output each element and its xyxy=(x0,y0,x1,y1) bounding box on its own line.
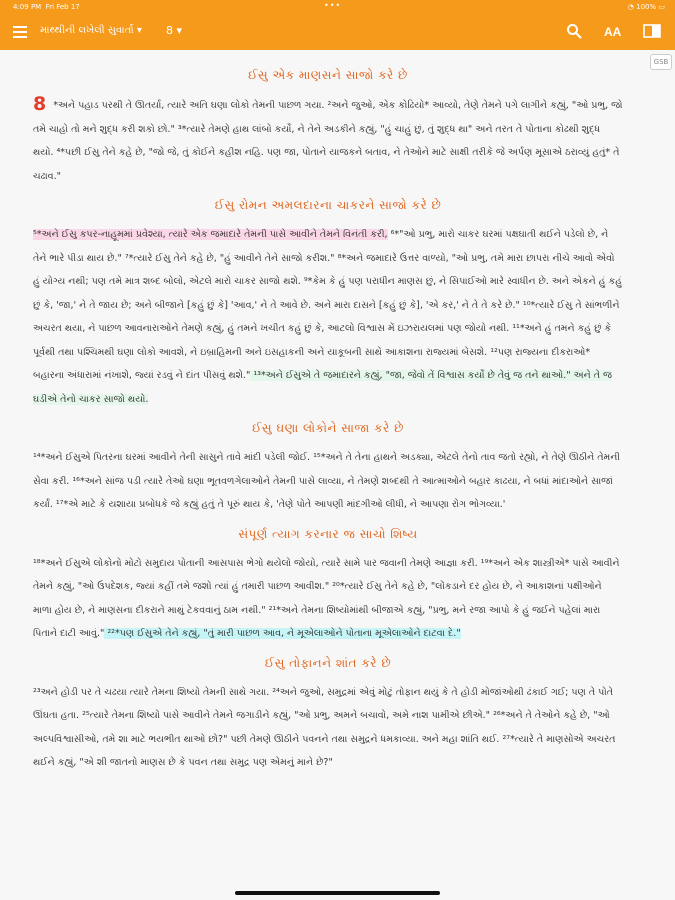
verse-paragraph xyxy=(33,552,623,646)
wifi-icon: ◔ xyxy=(627,3,634,11)
version-badge[interactable]: GSB xyxy=(650,54,672,70)
verse-text[interactable]: ⁶*"ઓ પ્રભુ, મારો ચાકર ઘરમાં પક્ષઘાતી થઈને પડેલો છે, ને તેને ભારે પીડા થાય છે." ⁷*ત્યારે ઈસુ તેને કહે છે, "હું આવીને તેને સાજો કરીશ." ⁸*અને જમાદારે ઉત્તર વાળ્યો, "ઓ પ્રભુ, તમે મારા છાપરા નીચે આવો એવો હું યોગ્ય નથી; પણ તમે માત્ર શબ્દ બોલો, એટલે મારો ચાકર સાજો થશે. ⁹*કેમ કે હું પણ પરાધીન માણસ છું, ને સિપાઈઓ મારે સ્વાધીન છે. અને એકને હું કહું છું કે, 'જા,' ને તે જાય છે; અને બીજાને [કહું છું કે] 'આવ,' ને તે આવે છે. અને મારા દાસને [કહું છું કે], 'એ કર,' ને તે તે કરે છે." ¹⁰*ત્યારે ઈસુ તે સાંભળીને અચરત થયા, ને પાછળ આવનારાઓને તેમણે કહ્યું, હું તમને ખચીત કહું છું કે, આટલો વિશ્વાસ મેં ઇઝરાયલમાં પણ જોયો નથી. ¹¹*અને હું તમને કહું છું કે પૂર્વથી તથા પશ્ચિમથી ઘણા લોકો આવશે, ને ઇબ્રાહિમની અને ઇસહાકની અને યાકૂબની સાથે આકાશના રાજ્યમાં બેસશે. ¹²પણ રાજ્યના દીકરાઓ* બહારના અંધારામાં નંખાશે, જ્યાં રડવું ને દાંત પીસવું થશે." xyxy=(33,229,623,381)
chapter-selector[interactable]: 8 ▾ xyxy=(166,24,183,37)
verse-paragraph xyxy=(33,681,623,775)
verse-paragraph xyxy=(33,93,623,188)
verse-text[interactable]: ¹⁸*અને ઈસુએ લોકોનો મોટો સમુદાય પોતાની આસપાસ ભેગો થયેલો જોયો, ત્યારે સામે પાર જવાની તેમણે આજ્ઞા કરી. ¹⁹*અને એક શાસ્ત્રીએ* પાસે આવીને તેમને કહ્યું, "ઓ ઉપદેશક, જ્યાં કહીં તમે જશો ત્યાં હું તમારી પાછળ આવીશ." ²⁰*ત્યારે ઈસુ તેને કહે છે, "લોંકડાને દર હોય છે, ને આકાશનાં પક્ષીઓને માળા હોય છે, ને માણસના દીકરાને માથું ટેકવવાનું ઠામ નથી." ²¹*અને તેમના શિષ્યોમાંથી બીજાએ કહ્યું, "પ્રભુ, મને રજા આપો કે હું જઈને પહેલાં મારા પિતાને દાટી આવું." xyxy=(33,557,620,639)
section-heading: ઈસુ રોમન અમલદારના ચાકરને સાજો કરે છે xyxy=(214,198,442,212)
battery-percent: 100% xyxy=(636,3,657,11)
home-indicator[interactable] xyxy=(235,891,440,895)
verse-paragraph xyxy=(33,223,623,411)
app-header xyxy=(0,14,675,50)
status-right xyxy=(628,3,665,11)
verse-text[interactable]: *અને પહાડ પરથી તે ઊતર્યા, ત્યારે અતિ ઘણા લોકો તેમની પાછળ ગયા. ²અને જુઓ, એક કોઢિયો* આવ્યો, તેણે તેમને પગે લાગીને કહ્યું, "ઓ પ્રભુ, જો તમે ચાહો તો મને શુદ્ધ કરી શકો છો." ³*ત્યારે તેમણે હાથ લાંબો કર્યો, ને તેને અડકીને કહ્યું, "હું ચાહું છું, તું શુદ્ધ થા" અને તરત તે પોતાના કોઢથી શુદ્ધ થયો. ⁴*પછી ઈસુ તેને કહે છે, "જો જે, તું કોઈને કહીશ નહિ. પણ જા, પોતાને યાજકને બતાવ, ને તેઓને માટે સાક્ષી તરીકે જે અર્પણ મૂસાએ ઠરાવ્યું હતું* તે ચઢાવ." xyxy=(33,100,623,182)
chapter-number: 8 xyxy=(33,93,47,115)
verse-paragraph xyxy=(33,446,623,517)
verse-highlight-cyan[interactable]: ²²*પણ ઈસુએ તેને કહ્યું, "તું મારી પાછળ આવ, ને મૂએલાઓને પોતાના મૂએલાઓને દાટવા દે." xyxy=(104,628,461,639)
multitask-dots[interactable]: ••• xyxy=(324,1,342,10)
parallel-view-icon[interactable] xyxy=(643,23,661,39)
battery-icon: ▭ xyxy=(658,3,665,11)
hamburger-menu-icon[interactable] xyxy=(13,26,27,38)
verse-text[interactable]: ¹⁴*અને ઈસુએ પિતરના ઘરમાં આવીને તેની સાસુને તાવે માંદી પડેલી જોઈ. ¹⁵*અને તે તેના હાથને અડક્યા, એટલે તેનો તાવ જતો રહ્યો, ને તેણે ઊઠીને તેમની સેવા કરી. ¹⁶*અને સાંજ પડી ત્યારે તેઓ ઘણા ભૂતવળગેલાઓને તેમની પાસે લાવ્યા, ને તેમણે શબ્દથી તે આત્માઓને બહાર કાઢયા, ને બધાં માંદાઓને સાજાં કર્યાં. ¹⁷*એ માટે કે યશાયા પ્રબોધકે જે કહ્યું હતું તે પૂરું થાય કે, 'તેણે પોતે આપણી માંદગીઓ લીધી, ને આપણા રોગ ભોગવ્યા.' xyxy=(33,452,621,510)
text-size-icon[interactable]: AA xyxy=(604,25,622,39)
section-heading: ઈસુ ઘણા લોકોને સાજા કરે છે xyxy=(252,421,404,435)
book-selector[interactable]: માથ્થીની લખેલી સુવાર્તા ▾ xyxy=(40,25,142,36)
status-bar xyxy=(0,0,675,14)
status-time: 4:09 PM Fri Feb 17 xyxy=(13,3,80,11)
section-heading: સંપૂર્ણ ત્યાગ કરનાર જ સાચો શિષ્ય xyxy=(238,526,418,541)
search-icon[interactable] xyxy=(566,23,582,39)
verse-text[interactable]: ²³અને હોડી પર તે ચઢયા ત્યારે તેમના શિષ્યો તેમની સાથે ગયા. ²⁴અને જુઓ, સમુદ્રમાં એવું મોટું તોફાન થયું કે તે હોડી મોજાંઓથી ઢંકાઈ ગઈ; પણ તે પોતે ઊંઘતા હતા. ²⁵ત્યારે તેમના શિષ્યો પાસે આવીને તેમને જગાડીને કહ્યું, "ઓ પ્રભુ, અમને બચાવો, અમે નાશ પામીએ છીએ." ²⁶*અને તે તેઓને કહે છે, "ઓ અલ્પવિશ્વાસીઓ, તમે શા માટે ભયભીત થાઓ છો?" પછી તેમણે ઊઠીને પવનને તથા સમુદ્રને ધમકાવ્યા. અને મહા શાંતિ થઈ. ²⁷*ત્યારે તે માણસોએ અચરત થઈને કહ્યું, "એ શી જાતનો માણસ છે કે પવન તથા સમુદ્ર પણ એમનું માને છે?" xyxy=(33,686,616,768)
section-heading: ઈસુ એક માણસને સાજો કરે છે xyxy=(248,68,408,82)
chapter-content xyxy=(33,62,623,785)
verse-highlight-pink[interactable]: ⁵*અને ઈસુ કપર-નાહૂમમાં પ્રવેશ્યા, ત્યારે એક જમાદારે તેમની પાસે આવીને તેમને વિનંતી કરી, xyxy=(33,229,388,240)
verse-highlight-green[interactable]: ¹³*અને ઈસુએ તે જમાદારને કહ્યું, "જા, જેવો તેં વિશ્વાસ કર્યો છે તેવું જ તને થાઓ." અને તે જ ઘડીએ તેનો ચાકર સાજો થયો. xyxy=(33,370,613,405)
section-heading: ઈસુ તોફાનને શાંત કરે છે xyxy=(264,655,392,670)
